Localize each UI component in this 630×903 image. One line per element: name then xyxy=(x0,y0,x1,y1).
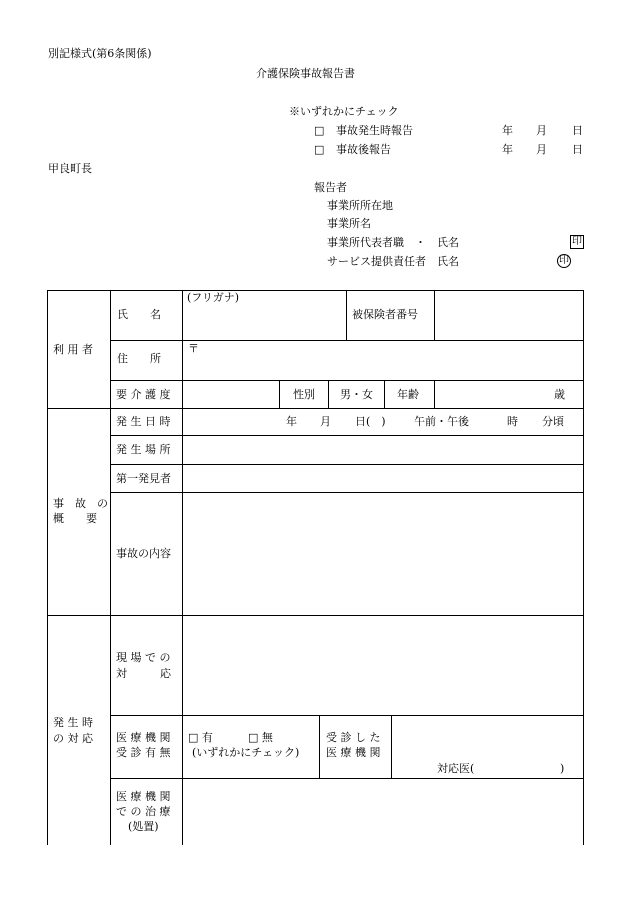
medical-visit-label: 医 療 機 関 xyxy=(116,731,171,744)
discoverer-label: 第一発見者 xyxy=(116,472,171,485)
datetime-minute: 分頃 xyxy=(542,415,564,428)
doctor-close: ) xyxy=(560,762,565,775)
furigana-label: (フリガナ) xyxy=(187,291,240,304)
report-type-label: 事故発生時報告 xyxy=(336,124,413,137)
reporter-rep-label: 事業所代表者職 ・ 氏名 xyxy=(327,236,459,249)
report-type-checkbox[interactable]: □ xyxy=(314,143,325,156)
treatment-label: 医 療 機 関 xyxy=(116,790,171,803)
user-section-label: 利 用 者 xyxy=(53,343,93,356)
response-section-label: の 対 応 xyxy=(53,732,93,745)
datetime-hour: 時 xyxy=(507,415,518,428)
postal-mark: 〒 xyxy=(188,342,199,355)
onsite-response-label: 現 場 で の xyxy=(116,651,171,664)
treatment-label: (処置) xyxy=(128,820,159,833)
report-day: 日 xyxy=(572,124,583,137)
insured-number-label: 被保険者番号 xyxy=(352,308,418,321)
response-section-label: 発 生 時 xyxy=(53,716,93,729)
sex-options: 男・女 xyxy=(340,388,373,401)
visited-institution-label: 医 療 機 関 xyxy=(326,746,381,759)
treatment-label: で の 治 療 xyxy=(116,805,171,818)
place-label: 発 生 場 所 xyxy=(116,443,171,456)
accident-section-label: 概 要 xyxy=(53,512,97,525)
report-year: 年 xyxy=(502,143,513,156)
name-label: 氏 名 xyxy=(117,308,161,321)
occurred-datetime-label: 発 生 日 時 xyxy=(116,415,171,428)
reporter-heading: 報告者 xyxy=(314,181,347,194)
medical-visit-label: 受 診 有 無 xyxy=(116,746,171,759)
rep-seal-icon: 印 xyxy=(572,236,582,247)
manager-seal-icon: 印 xyxy=(559,255,569,266)
form-number: 別記様式(第6条関係) xyxy=(48,47,152,60)
visit-no-checkbox[interactable]: □ 無 xyxy=(248,731,273,744)
report-year: 年 xyxy=(502,124,513,137)
reporter-manager-label: サービス提供責任者 氏名 xyxy=(327,255,459,268)
reporter-name-label: 事業所名 xyxy=(327,217,371,230)
reporter-address-label: 事業所所在地 xyxy=(327,199,393,212)
visited-institution-label: 受 診 し た xyxy=(326,731,381,744)
care-level-label: 要 介 護 度 xyxy=(116,388,171,401)
age-label: 年齢 xyxy=(397,388,419,401)
sex-label: 性別 xyxy=(293,388,315,401)
datetime-day: 日( ) xyxy=(355,415,386,428)
report-month: 月 xyxy=(536,124,547,137)
recipient: 甲良町長 xyxy=(48,162,92,175)
accident-section-label: 事 故 の xyxy=(53,497,108,510)
report-type-checkbox[interactable]: □ xyxy=(314,124,325,137)
datetime-year: 年 xyxy=(286,415,297,428)
visit-note: (いずれかにチェック) xyxy=(192,746,300,759)
doctor-label: 対応医( xyxy=(437,762,475,775)
datetime-ampm: 午前・午後 xyxy=(414,415,469,428)
report-month: 月 xyxy=(536,143,547,156)
address-label: 住 所 xyxy=(117,352,161,365)
datetime-month: 月 xyxy=(320,415,331,428)
age-unit: 歳 xyxy=(554,388,565,401)
report-day: 日 xyxy=(572,143,583,156)
content-label: 事故の内容 xyxy=(116,547,171,560)
visit-yes-checkbox[interactable]: □ 有 xyxy=(188,731,213,744)
check-note: ※いずれかにチェック xyxy=(289,105,399,118)
onsite-response-label: 対 応 xyxy=(116,667,171,680)
report-type-label: 事故後報告 xyxy=(336,143,391,156)
page-title: 介護保険事故報告書 xyxy=(256,67,355,80)
